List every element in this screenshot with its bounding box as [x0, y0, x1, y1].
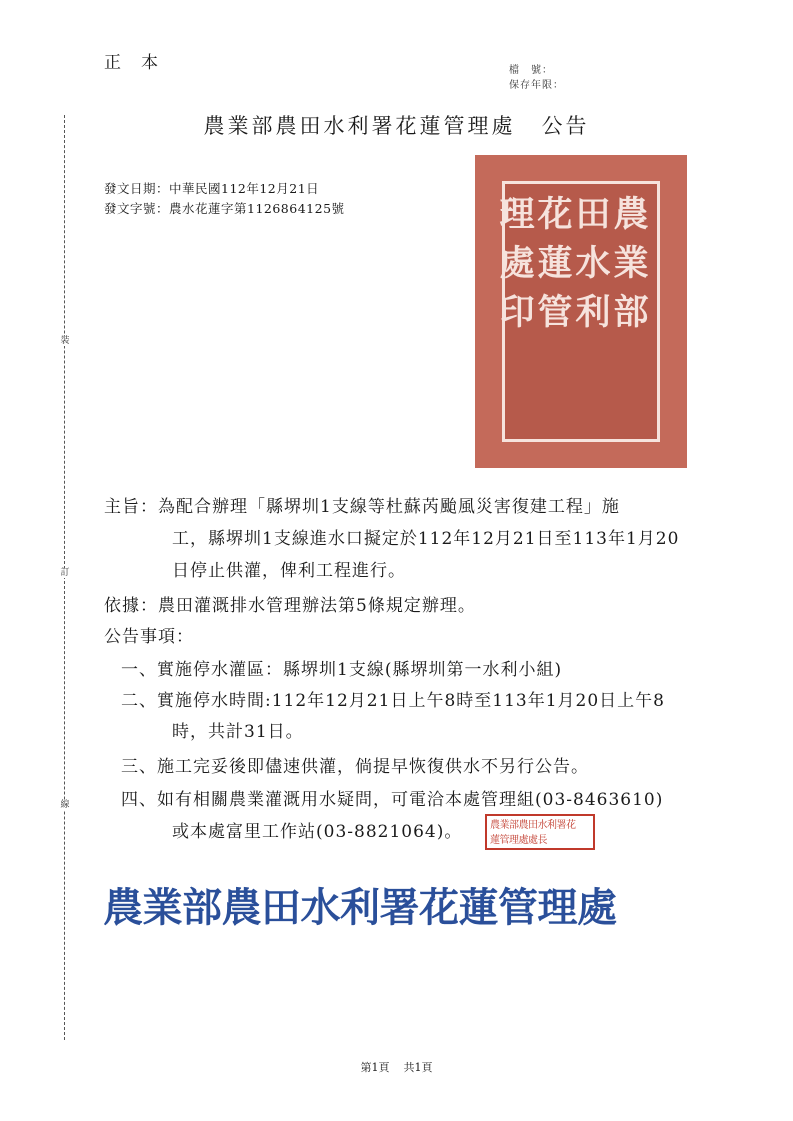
- director-seal: [485, 814, 595, 850]
- item-2-line-1: 二、實施停水時間:112年12月21日上午8時至113年1月20日上午8: [121, 691, 665, 711]
- seal-column-2: 田 水 利: [575, 194, 611, 333]
- document-title: [0, 110, 793, 140]
- purpose-line-2: 工，縣堺圳1支線進水口擬定於112年12月21日至113年1月20: [172, 529, 680, 549]
- page-footer: [0, 1059, 793, 1075]
- item-1: 一、實施停水灌區：縣堺圳1支線(縣堺圳第一水利小組): [121, 660, 563, 680]
- purpose-line-3: 日停止供灌，俾利工程進行。: [172, 561, 406, 581]
- seal-column-3: 花 蓮 管: [537, 194, 573, 333]
- item-4-line-1: 四、如有相關農業灌溉用水疑問，可電洽本處管理組(03-8463610): [121, 790, 664, 810]
- item-3: 三、施工完妥後即儘速供灌，倘提早恢復供水不另行公告。: [121, 757, 589, 777]
- basis-line: 依據：農田灌溉排水管理辦法第5條規定辦理。: [104, 596, 476, 616]
- page-total: 共1頁: [403, 1061, 433, 1074]
- copy-label: 正本: [104, 53, 178, 73]
- page-number: 第1頁: [360, 1061, 390, 1074]
- announcement-items-heading: 公告事項：: [104, 627, 194, 647]
- official-seal: [475, 155, 687, 468]
- issue-reference: 發文字號：農水花蓮字第1126864125號: [104, 201, 345, 216]
- director-seal-line-2: 蓮管理處處長: [490, 835, 547, 846]
- binding-mark-xian: 線: [60, 800, 70, 810]
- issue-date: 發文日期：中華民國112年12月21日: [104, 181, 320, 196]
- director-seal-line-1: 農業部農田水利署花: [490, 820, 576, 831]
- organization-stamp: 農業部農田水利署花蓮管理處: [103, 884, 617, 931]
- title-type: 公告: [541, 114, 590, 138]
- title-org: 農業部農田水利署花蓮管理處: [203, 114, 516, 138]
- purpose-line-1: 主旨：為配合辦理「縣堺圳1支線等杜蘇芮颱風災害復建工程」施: [104, 497, 620, 517]
- binding-mark-zhuang: 裝: [60, 336, 70, 346]
- file-number-label: 檔 號：: [509, 65, 553, 76]
- seal-column-4: 理 處 印: [499, 194, 535, 333]
- binding-mark-ding: 訂: [60, 568, 70, 578]
- item-2-line-2: 時，共計31日。: [172, 722, 304, 742]
- item-4-line-2: 或本處富里工作站(03-8821064)。: [172, 822, 463, 842]
- retention-label: 保存年限：: [509, 80, 564, 91]
- seal-column-1: 農 業 部: [613, 194, 649, 333]
